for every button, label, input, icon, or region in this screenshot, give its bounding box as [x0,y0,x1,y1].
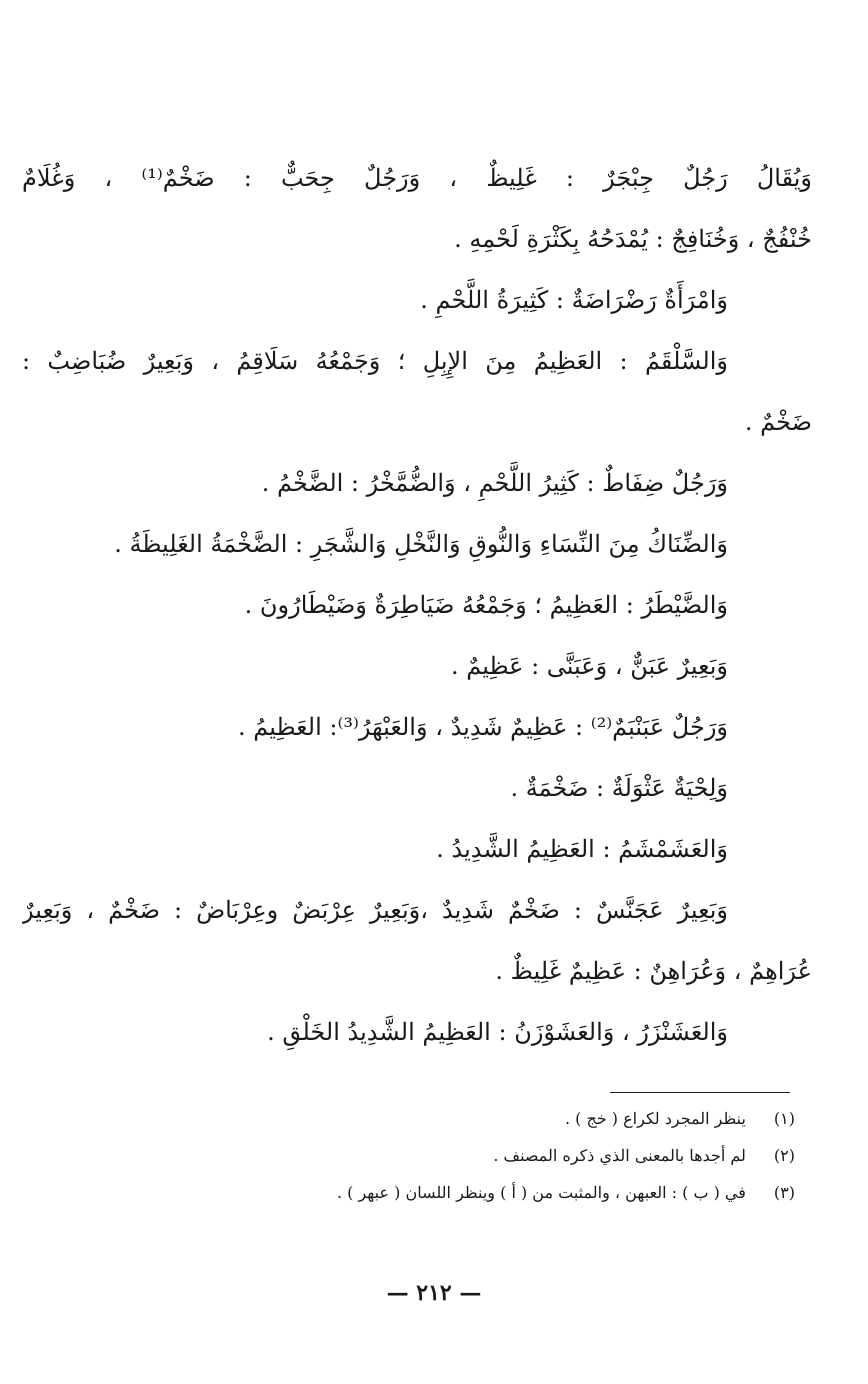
footnote [200,1174,795,1211]
main-text [22,148,812,1063]
footnote [200,1100,795,1137]
footnote-text: لم أجدها بالمعنى الذي ذكره المصنف . [493,1146,746,1165]
text-line: وَبَعِيرٌ عَجَنَّسٌ : ضَخْمٌ شَدِيدٌ ،وَبَعِيرٌ عِرْبَضٌ وعِرْبَاضٌ : ضَخْمٌ ، وَبَعِيرٌ [22,896,728,924]
footnote [200,1137,795,1174]
footnote-number: (١) [773,1109,795,1128]
text-line: وَرَجُلٌ ضِفَاطٌ : كَثِيرُ اللَّحْمِ ، وَالضُّمَّخْرُ : الضَّخْمُ . [261,469,728,497]
text-line: وَالعَشَمْشَمُ : العَظِيمُ الشَّدِيدُ . [436,835,728,863]
footnotes [200,1100,795,1211]
text-line: وَالضِّنَاكُ مِنَ النِّسَاءِ وَالنُّوقِ وَالنَّخْلِ وَالشَّجَرِ : الضَّخْمَةُ الغَلِيظَةُ . [114,530,728,558]
text-line: ضَخْمٌ . [744,408,812,436]
text-line: وَامْرَأَةٌ رَضْرَاضَةٌ : كَثِيرَةُ اللَّحْمِ . [420,286,728,314]
footnote-divider [610,1092,790,1093]
text-line: وَرَجُلٌ عَبَنْبَمٌ⁽²⁾ : عَظِيمٌ شَدِيدٌ ، وَالعَبْهَرُ⁽³⁾: العَظِيمُ . [238,713,728,741]
footnote-text: في ( ب ) : العبهن ، والمثبت من ( أ ) وينظر اللسان ( عبهر ) . [336,1183,746,1202]
footnote-number: (٣) [773,1183,795,1202]
text-line: وَالضَّيْطَرُ : العَظِيمُ ؛ وَجَمْعُهُ ضَيَاطِرَةٌ وَضَيْطَارُونَ . [244,591,728,619]
text-line: وَيُقَالُ رَجُلٌ جِبْجَرٌ : غَلِيظٌ ، وَرَجُلٌ جِحَبٌّ : ضَخْمٌ⁽¹⁾ ، وَغُلَامٌ [22,164,812,192]
footnote-text: ينظر المجرد لكراع ( خج ) . [564,1109,746,1128]
page-number: — ٢١٢ — [386,1280,482,1306]
text-line: وَالعَشَنْزَرُ ، وَالعَشَوْزَنُ : العَظِيمُ الشَّدِيدُ الخَلْقِ . [267,1018,728,1046]
text-line: عُرَاهِمٌ ، وَعُرَاهِنٌ : عَظِيمٌ غَلِيظٌ . [495,957,812,985]
text-line: وَلِحْيَةٌ عَثْوَلَةٌ : ضَخْمَةٌ . [510,774,728,802]
text-line: وَبَعِيرٌ عَبَنٌّ ، وَعَبَنَّى : عَظِيمٌ . [450,652,728,680]
text-line: وَالسَّلْقَمُ : العَظِيمُ مِنَ الإِبِلِ ؛ وَجَمْعُهُ سَلَاقِمُ ، وَبَعِيرٌ ضُبَاضِبٌ : [22,347,728,375]
footnote-number: (٢) [773,1146,795,1165]
text-line: خُنْفُجٌ ، وَخُنَافِجٌ : يُمْدَحُهُ بِكَثْرَةِ لَحْمِهِ . [454,225,812,253]
